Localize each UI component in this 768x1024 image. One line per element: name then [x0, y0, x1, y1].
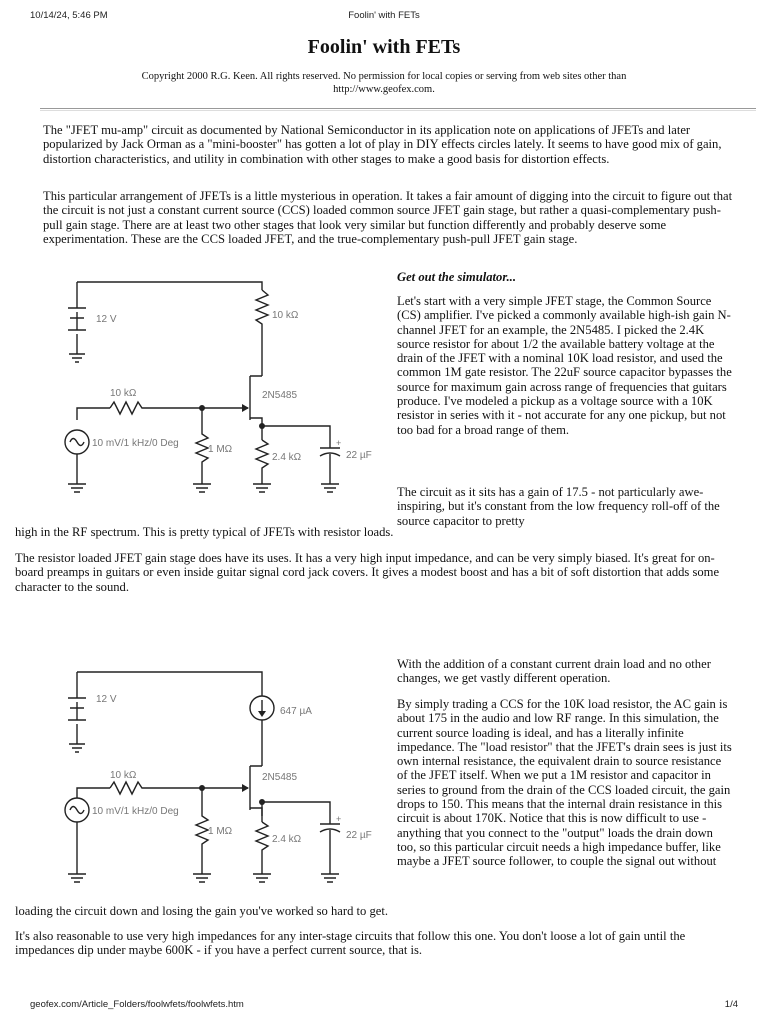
input-resistor-label: 10 kΩ: [110, 388, 137, 399]
source-resistor-label: 2.4 kΩ: [272, 452, 302, 463]
horizontal-rule: [40, 108, 756, 111]
load-resistor-icon: [256, 290, 268, 376]
input-resistor-icon: [110, 782, 236, 794]
source-resistor-label: 2.4 kΩ: [272, 834, 302, 845]
paragraph-arrangement: This particular arrangement of JFETs is a little mysterious in operation. It takes a fair amount of digging into the circuit to figure out that the circuit is not just a constant current source (CCS) loaded common source JFET gain stage, but rather a quasi-complementary push-pull gain stage. There are at least two other stages that look very similar but function differently and probably deserve some experimentation. These are the CCS loaded JFET, and the true-complementary push-pull JFET gain stage.: [43, 189, 733, 246]
current-source-label: 647 µA: [280, 706, 312, 717]
paragraph-ccs-detail-b: loading the circuit down and losing the gain you've worked so hard to get.: [15, 904, 389, 918]
jfet-icon: [236, 376, 262, 426]
paragraph-gain-b: high in the RF spectrum. This is pretty typical of JFETs with resistor loads.: [15, 525, 394, 539]
capacitor-label: 22 µF: [346, 830, 372, 841]
capacitor-label: 22 µF: [346, 450, 372, 461]
signal-source-icon: [65, 430, 89, 492]
load-resistor-label: 10 kΩ: [272, 310, 299, 321]
gate-resistor-label: 1 MΩ: [208, 826, 233, 837]
source-resistor-icon: [253, 440, 271, 492]
battery-icon: [68, 282, 86, 362]
paragraph-cs-stage: Let's start with a very simple JFET stage, the Common Source (CS) amplifier. I've picked a commonly available high-ish gain N-channel JFET for an example, the 2N5485. I picked the 2.4K source resistor for about 1/2 the available battery voltage at the drain of the JFET with a nominal 10K load resistor, and used the common 1M gate resistor. The 22uF source capacitor bypasses the source for maximum gain across range of frequencies that guitars produce. I've modeled a pickup as a voltage source with a 10K resistor in series with it - not accurate for any one pickup, but not too bad for a broad range of them.: [397, 294, 732, 437]
paragraph-resistor-loaded: The resistor loaded JFET gain stage does have its uses. It has a very high input impedance, and can be very simply biased. It's great for on-board preamps in guitars or even inside guitar signal cord jack covers. It gives a modest boost and has a bit of soft distortion that adds some character to the sound.: [15, 551, 720, 594]
copyright-notice: Copyright 2000 R.G. Keen. All rights reserved. No permission for local copies or serving from web sites other than http://www.geofex.com.: [141, 71, 627, 95]
signal-source-label: 10 mV/1 kHz/0 Deg: [92, 806, 179, 817]
schematic-ccs-loaded-jfet: [40, 658, 380, 898]
transistor-label: 2N5485: [262, 390, 298, 401]
jfet-icon: [236, 766, 262, 816]
capacitor-polarity: +: [336, 438, 342, 448]
paragraph-gain-a: The circuit as it sits has a gain of 17.5 - not particularly awe-inspiring, but it's constant from the low frequency roll-off of the source capacitor to pretty: [397, 485, 720, 528]
print-url: geofex.com/Article_Folders/foolwfets/foolwfets.htm: [30, 999, 244, 1010]
input-resistor-label: 10 kΩ: [110, 770, 137, 781]
gate-resistor-label: 1 MΩ: [208, 444, 233, 455]
battery-label: 12 V: [96, 694, 117, 705]
page-number: 1/4: [724, 999, 738, 1010]
paragraph-interstage: It's also reasonable to use very high impedances for any inter-stage circuits that follow this one. You don't loose a lot of gain until the impedances dip under maybe 600K - if you have a perfect current source, that is.: [15, 929, 686, 958]
signal-source-icon: [65, 798, 89, 882]
section-subheading: Get out the simulator...: [397, 270, 516, 284]
capacitor-polarity: +: [336, 814, 342, 824]
signal-source-label: 10 mV/1 kHz/0 Deg: [92, 438, 179, 449]
print-tab-title: Foolin' with FETs: [348, 10, 420, 21]
transistor-label: 2N5485: [262, 772, 298, 783]
source-resistor-icon: [253, 822, 271, 882]
schematic-resistor-loaded-jfet: [40, 268, 380, 508]
page-title: Foolin' with FETs: [307, 36, 461, 58]
input-resistor-icon: [110, 402, 236, 414]
capacitor-icon: [320, 824, 340, 882]
battery-label: 12 V: [96, 314, 117, 325]
current-source-icon: [250, 696, 274, 766]
battery-icon: [68, 672, 86, 752]
paragraph-ccs-intro: With the addition of a constant current drain load and no other changes, we get vastly different operation.: [397, 657, 711, 686]
paragraph-intro: The "JFET mu-amp" circuit as documented by National Semiconductor in its application note on applications of JFETs and later popularized by Jack Orman as a "mini-booster" has gotten a lot of play in DIY effects circles lately. It seems to have good mix of gain, distortion characteristics, and utility in combination with other stages to make a good basis for distortion effects.: [43, 123, 722, 166]
capacitor-icon: [320, 448, 340, 492]
paragraph-ccs-detail-a: By simply trading a CCS for the 10K load resistor, the AC gain is about 175 in the audio and low RF range. In this simulation, the current source loading is ideal, and has a literally infinite impedance. The "load resistor" that the JFET's drain sees is just its own internal resistance, the equivalent drain to source resistance of the JFET itself. When we put a 1M resistor and capacitor in series to ground from the drain of the CCS loaded circuit, the gain drops to 150. This means that the internal drain resistance in this circuit is about 170K. Notice that this is now difficult to use - anything that you connect to the "output" loads the drain down too, so this particular circuit needs a high impedance buffer, like maybe a JFET source follower, to couple the signal out without: [397, 697, 732, 869]
print-datetime: 10/14/24, 5:46 PM: [30, 10, 108, 21]
